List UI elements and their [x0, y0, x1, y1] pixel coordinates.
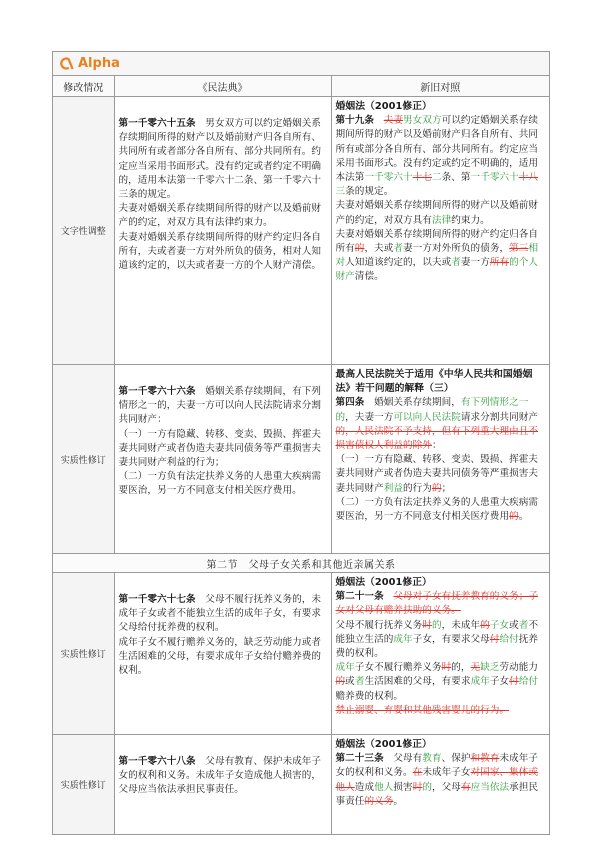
- added-text: 应当依法: [470, 781, 510, 793]
- brand-name: Alpha: [78, 56, 120, 71]
- old-law-cell: [331, 97, 549, 365]
- deleted-text: 十八: [518, 172, 539, 184]
- unchanged-text: ，父母: [432, 781, 461, 793]
- unchanged-text: 条的规定。: [345, 186, 394, 198]
- added-text: 成年: [335, 662, 355, 674]
- added-text: 相对: [335, 243, 539, 269]
- change-type: 文字性调整: [53, 97, 114, 365]
- old-paragraph: [336, 752, 547, 809]
- added-text: 一千零六十: [470, 172, 519, 184]
- article-number: 第一千零六十七条: [118, 594, 196, 605]
- deleted-text: 的: [354, 243, 365, 255]
- old-law-source: 婚姻法（2001修正）: [335, 577, 432, 588]
- added-text: 成年: [470, 676, 490, 688]
- added-text: 给付: [499, 633, 519, 645]
- document-page: [52, 51, 550, 835]
- civil-paragraph: [119, 755, 328, 798]
- unchanged-text: ，夫或: [364, 243, 394, 255]
- old-paragraph: [336, 704, 547, 718]
- civil-paragraph: [119, 593, 328, 636]
- civil-code-text: [115, 573, 331, 682]
- article-number: 第一千零六十六条: [118, 386, 196, 397]
- paragraph-text: （一）一方有隐藏、转移、变卖、毁损、挥霍夫妻共同财产或者伪造夫妻共同债务等严重损害夫妻共同财产利益的行为；: [118, 428, 322, 469]
- comparison-table: [53, 76, 549, 834]
- old-paragraph: [336, 199, 547, 227]
- unchanged-text: 夫妻对婚姻关系存续期间所得的财产以及婚前财产的约定，对双方具有: [335, 200, 539, 226]
- unchanged-text: 子女: [489, 676, 510, 688]
- unchanged-text: 子女不履行赡养义务: [354, 662, 442, 674]
- added-text: 者: [451, 257, 461, 269]
- paragraph-text: 父母不履行抚养义务的，未成年子女或者不能独立生活的成年子女，有要求父母给付抚养费的权利。: [118, 594, 322, 634]
- table-row: [53, 97, 549, 365]
- added-text: 的: [422, 781, 432, 793]
- header-change-type: 修改情况: [53, 76, 114, 97]
- deleted-text: 的义务: [364, 795, 394, 807]
- unchanged-text: 人知道该约定的，以夫或: [345, 257, 452, 269]
- old-law-cell: [331, 735, 549, 834]
- paragraph-text: 成年子女不履行赡养义务的，缺乏劳动能力或者生活困难的父母，有要求成年子女给付赡养费的权利。: [118, 636, 322, 677]
- old-law-source: 最高人民法院关于适用《中华人民共和国婚姻法》若干问题的解释（三）: [335, 369, 533, 395]
- article-number: 第四条: [335, 397, 365, 409]
- added-text: 的个人财产: [335, 257, 539, 283]
- unchanged-text: ，未成年: [441, 619, 481, 631]
- unchanged-text: 请求分割共同财产: [460, 411, 539, 423]
- deleted-text: 所有: [489, 257, 510, 269]
- civil-paragraph: [119, 636, 328, 679]
- old-paragraph: [336, 496, 547, 524]
- civil-paragraph: [119, 470, 328, 498]
- added-text: 法律: [431, 214, 452, 226]
- header-old-new: 新旧对照: [331, 76, 549, 97]
- deleted-text: 夫妻: [383, 115, 404, 127]
- unchanged-text: 的行为: [403, 482, 432, 494]
- unchanged-text: 未成年子女: [422, 767, 471, 779]
- unchanged-text: 劳动能力: [499, 662, 539, 674]
- unchanged-text: 清偿。: [354, 271, 384, 283]
- old-law-text: [332, 735, 550, 813]
- unchanged-text: 妻一方: [460, 257, 490, 269]
- old-paragraph: [336, 453, 547, 496]
- civil-paragraph: [119, 231, 328, 274]
- table-row: [53, 365, 549, 554]
- old-paragraph: [336, 396, 547, 453]
- old-law-cell: [331, 573, 549, 735]
- deleted-text: 父母对子女有抚养教育的义务；子女对父母有赡养扶助的义务。: [335, 591, 539, 617]
- old-law-source: 婚姻法（2001修正）: [335, 739, 432, 750]
- deleted-text: 对国家、集体或他人: [335, 767, 539, 793]
- change-type: 实质性修订: [53, 573, 114, 735]
- deleted-text: 时: [422, 619, 432, 631]
- unchanged-text: ，夫妻一方: [345, 411, 394, 423]
- deleted-text: 的: [431, 482, 442, 494]
- paragraph-text: 男女双方可以约定婚姻关系存续期间所得的财产以及婚前财产归各自所有、共同所有或者部分各自所有、部分共同所有。约定应当采用书面形式。没有约定或者约定不明确的，适用本法第一千零六十二条、第一千零六十三条的规定。: [118, 118, 322, 201]
- added-text: 教育: [422, 753, 442, 765]
- table-header-row: [53, 76, 549, 97]
- paragraph-text: （二）一方负有法定扶养义务的人患重大疾病需要医治，另一方不同意支付相关医疗费用。: [118, 471, 322, 497]
- added-text: 子女: [489, 619, 510, 631]
- unchanged-text: 不能独立生活的: [335, 619, 539, 645]
- deleted-text: 付: [509, 676, 519, 688]
- unchanged-text: 父母有: [383, 753, 423, 765]
- unchanged-text: 约束力。: [451, 214, 490, 226]
- added-text: 可以向人民法院: [393, 411, 461, 423]
- deleted-text: 付: [489, 633, 500, 645]
- article-number: 第一千零六十五条: [118, 118, 196, 129]
- unchanged-text: 条、第: [441, 172, 471, 184]
- added-text: 男女双方: [403, 115, 442, 127]
- civil-code-cell: [114, 735, 331, 834]
- change-type: 实质性修订: [53, 365, 114, 554]
- added-text: 的: [431, 619, 442, 631]
- unchanged-text: 可以约定婚姻关系存续期间所得的财产以及婚前财产归各自所有、共同所有或部分各自所有、部分共同所有。约定应当采用书面形式。没有约定或约定不明确的，适用本法第: [335, 115, 539, 184]
- old-law-text: [332, 573, 550, 722]
- civil-code-cell: [114, 97, 331, 365]
- unchanged-text: 婚姻关系存续期间，: [364, 397, 461, 409]
- added-text: 三: [335, 186, 346, 198]
- article-number: 第二十三条: [335, 753, 384, 765]
- civil-code-text: [115, 735, 331, 802]
- old-paragraph: [336, 619, 547, 662]
- added-text: 者: [393, 243, 404, 255]
- added-text: 利益: [383, 482, 404, 494]
- unchanged-text: 造成: [354, 781, 375, 793]
- deleted-text: 在: [412, 767, 423, 779]
- paragraph-text: 夫妻对婚姻关系存续期间所得的财产约定归各自所有，夫或者妻一方对外所负的债务，相对人知道该约定的，以夫或者妻一方的个人财产清偿。: [118, 231, 322, 272]
- article-number: 第十九条: [335, 115, 375, 127]
- added-text: 有下列情形之一的: [335, 397, 529, 423]
- added-text: 他人: [374, 781, 394, 793]
- added-text: 给付: [518, 676, 539, 688]
- unchanged-text: 的，: [451, 662, 471, 674]
- deleted-text: 无: [470, 662, 481, 674]
- table-row: [53, 735, 549, 834]
- unchanged-text: 父母不履行抚养义务: [335, 619, 423, 631]
- old-paragraph: [336, 590, 547, 618]
- old-law-source: 婚姻法（2001修正）: [335, 101, 432, 112]
- unchanged-text: ：: [431, 440, 442, 452]
- civil-code-text: [115, 365, 331, 503]
- unchanged-text: 、保护: [441, 753, 471, 765]
- section-row: [53, 554, 549, 573]
- deleted-text: 时: [412, 781, 423, 793]
- deleted-text: 十七: [412, 172, 432, 184]
- deleted-text: 的: [335, 676, 346, 688]
- unchanged-text: （二）一方负有法定扶养义务的人患重大疾病需要医治，另一方不同意支付相关医疗费用: [335, 496, 539, 523]
- unchanged-text: 子女，有要求父母: [412, 633, 490, 645]
- old-paragraph: [336, 661, 547, 704]
- added-text: 二: [431, 172, 442, 184]
- unchanged-text: 赡养费的权利。: [335, 690, 404, 702]
- unchanged-text: 生活困难的父母，有要求: [364, 676, 471, 688]
- unchanged-text: 抚养费的权利。: [335, 633, 539, 660]
- civil-code-cell: [114, 573, 331, 735]
- header-civil-code: 《民法典》: [114, 76, 331, 97]
- deleted-text: 和教育: [470, 753, 500, 765]
- unchanged-text: ；: [441, 482, 452, 494]
- civil-paragraph: [119, 202, 328, 230]
- civil-code-text: [115, 97, 331, 277]
- deleted-text: 时: [441, 662, 452, 674]
- paragraph-text: 婚姻关系存续期间，有下列情形之一的，夫妻一方可以向人民法院请求分割共同财产：: [118, 386, 322, 426]
- unchanged-text: 妻一方对外所负的债务，: [403, 243, 510, 255]
- deleted-text: 第三: [509, 243, 529, 255]
- old-law-text: [332, 97, 550, 289]
- deleted-text: 的: [509, 511, 519, 523]
- deleted-text: 禁止溺婴、弃婴和其他残害婴儿的行为。: [335, 704, 510, 716]
- deleted-text: 有: [460, 781, 471, 793]
- paragraph-text: 父母有教育、保护未成年子女的权利和义务。未成年子女造成他人损害的，父母应当依法承担民事责任。: [118, 756, 322, 796]
- brand-bar: [53, 52, 549, 76]
- alpha-logo-icon: [59, 56, 74, 71]
- article-number: 第一千零六十八条: [118, 756, 196, 767]
- unchanged-text: 未成年子女的权利和义务。: [335, 753, 539, 779]
- unchanged-text: 或: [509, 619, 519, 631]
- change-type: 实质性修订: [53, 735, 114, 834]
- unchanged-text: [374, 115, 384, 126]
- added-text: 者: [518, 619, 529, 631]
- unchanged-text: [384, 591, 394, 602]
- deleted-text: 的: [480, 619, 490, 631]
- old-paragraph: [336, 228, 547, 285]
- added-text: 一千零六十: [364, 172, 413, 184]
- section-title: 第二节 父母子女关系和其他近亲属关系: [53, 554, 549, 573]
- paragraph-text: 夫妻对婚姻关系存续期间所得的财产以及婚前财产的约定，对双方具有法律约束力。: [118, 203, 322, 229]
- table-row: [53, 573, 549, 735]
- unchanged-text: （一）一方有隐藏、转移、变卖、毁损、挥霍夫妻共同财产或者伪造夫妻共同债务等严重损害夫妻共同财产: [335, 454, 539, 494]
- civil-paragraph: [119, 428, 328, 471]
- unchanged-text: 损害: [393, 781, 413, 793]
- old-law-cell: [331, 365, 549, 554]
- deleted-text: 的，人民法院不予支持，但有下列重大理由且不损害债权人利益的除外: [335, 425, 539, 452]
- unchanged-text: 夫妻对婚姻关系存续期间所得的财产约定归各自所有: [335, 228, 539, 255]
- added-text: 成年: [393, 633, 413, 645]
- civil-paragraph: [119, 385, 328, 428]
- civil-code-cell: [114, 365, 331, 554]
- article-number: 第二十一条: [335, 591, 384, 603]
- unchanged-text: 。: [393, 795, 404, 807]
- unchanged-text: 或: [345, 676, 355, 688]
- added-text: 者: [354, 676, 365, 688]
- old-paragraph: [336, 114, 547, 199]
- unchanged-text: 。: [518, 511, 529, 523]
- old-law-text: [332, 365, 550, 528]
- unchanged-text: 承担民事责任: [335, 781, 539, 807]
- civil-paragraph: [119, 117, 328, 202]
- added-text: 缺乏: [480, 662, 500, 674]
